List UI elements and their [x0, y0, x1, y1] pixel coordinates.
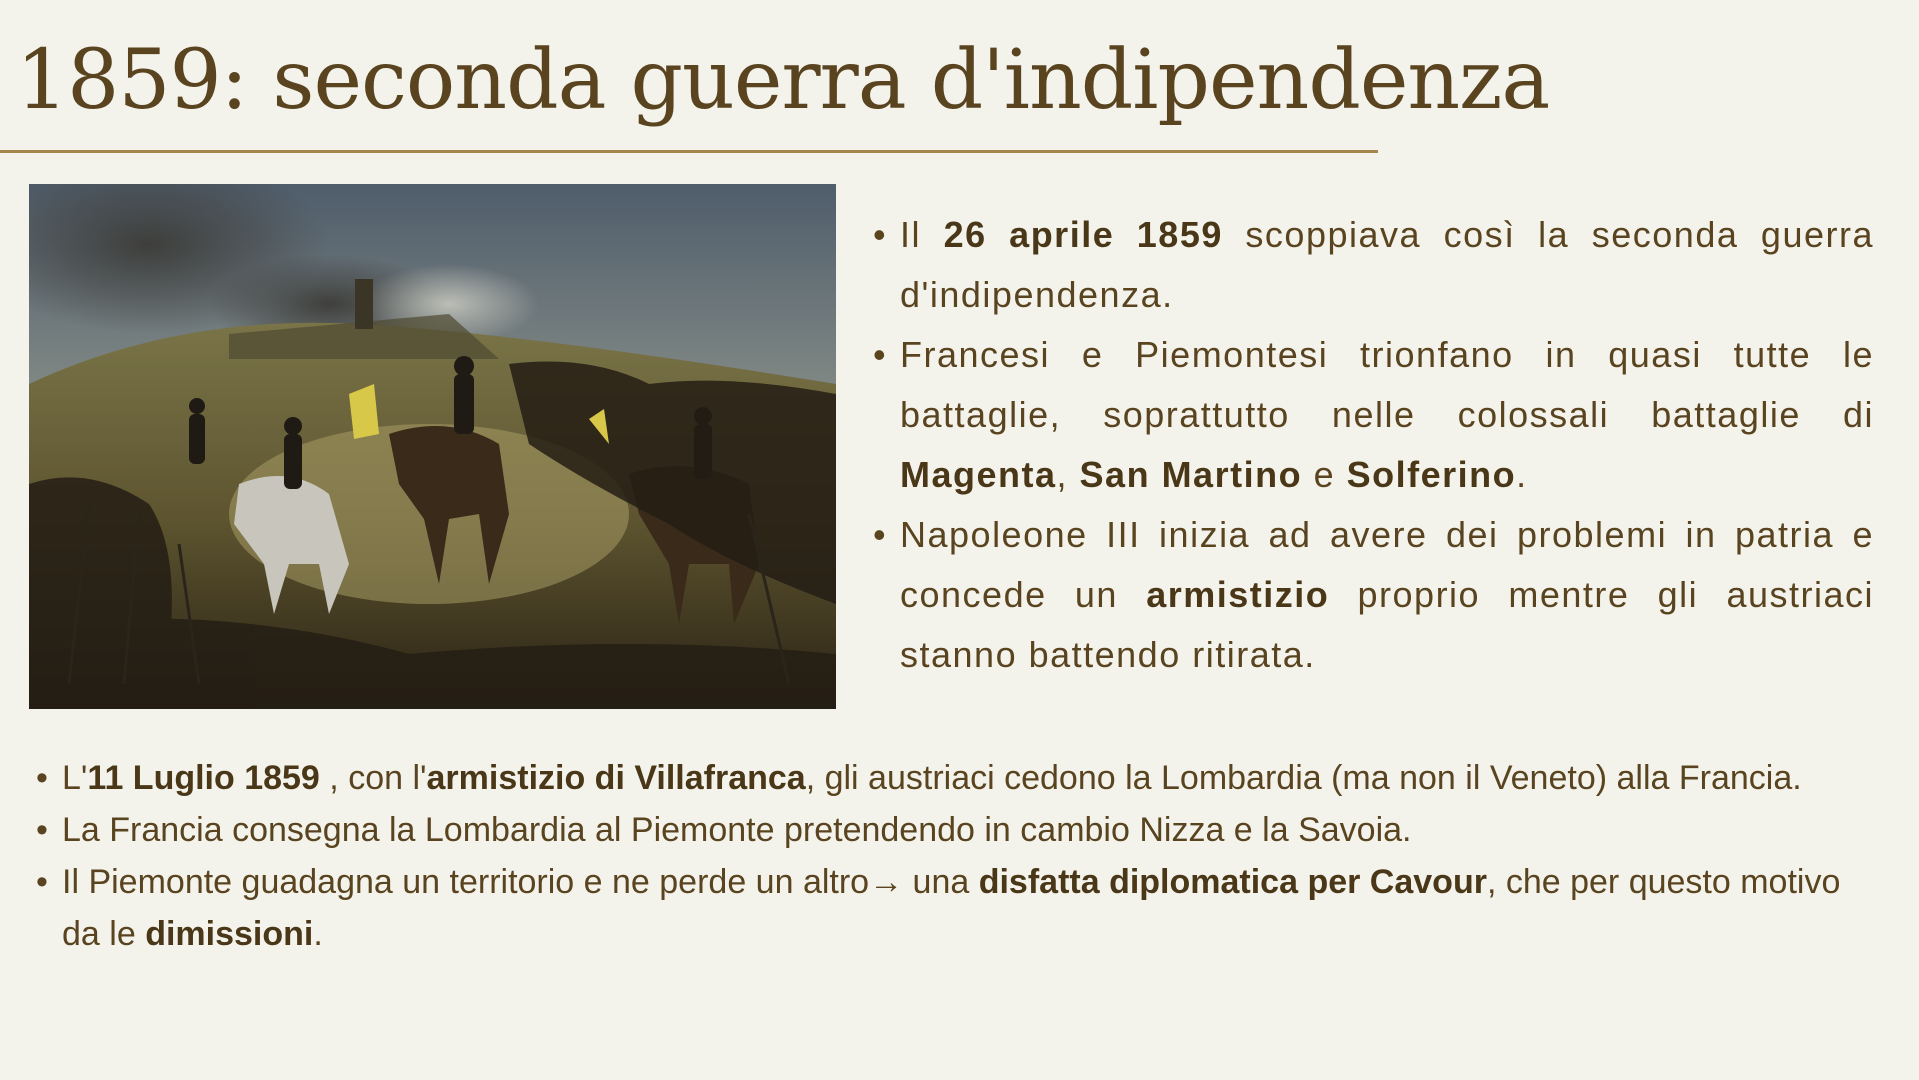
bullet-icon: • [36, 759, 48, 797]
bottom-bullet-list [28, 752, 1874, 960]
painting-illustration [29, 184, 836, 709]
right-bullet-list [866, 205, 1874, 685]
slide-title: 1859: seconda guerra d'indipendenza [16, 33, 1550, 128]
list-item: • Il 26 aprile 1859 scoppiava così la seconda guerra d'indipendenza. [866, 205, 1874, 325]
bullet-icon: • [36, 811, 48, 849]
list-item: • Il Piemonte guadagna un territorio e ne perde un altro→ una disfatta diplomatica per Cavour, che per questo motivo da le dimissioni. [28, 856, 1874, 960]
battle-painting-image [29, 184, 836, 709]
bullet-icon: • [872, 514, 888, 555]
bullet-icon: • [36, 863, 48, 901]
bullet-icon: • [872, 334, 888, 375]
list-item: • Francesi e Piemontesi trionfano in quasi tutte le battaglie, soprattutto nelle colossali battaglie di Magenta, San Martino e Solferino. [866, 325, 1874, 505]
bullet-icon: • [872, 214, 888, 255]
list-item: • La Francia consegna la Lombardia al Piemonte pretendendo in cambio Nizza e la Savoia. [28, 804, 1874, 856]
list-item: • L'11 Luglio 1859 , con l'armistizio di Villafranca, gli austriaci cedono la Lombardia (ma non il Veneto) alla Francia. [28, 752, 1874, 804]
title-underline [0, 150, 1378, 153]
list-item: • Napoleone III inizia ad avere dei problemi in patria e concede un armistizio proprio mentre gli austriaci stanno battendo ritirata. [866, 505, 1874, 685]
